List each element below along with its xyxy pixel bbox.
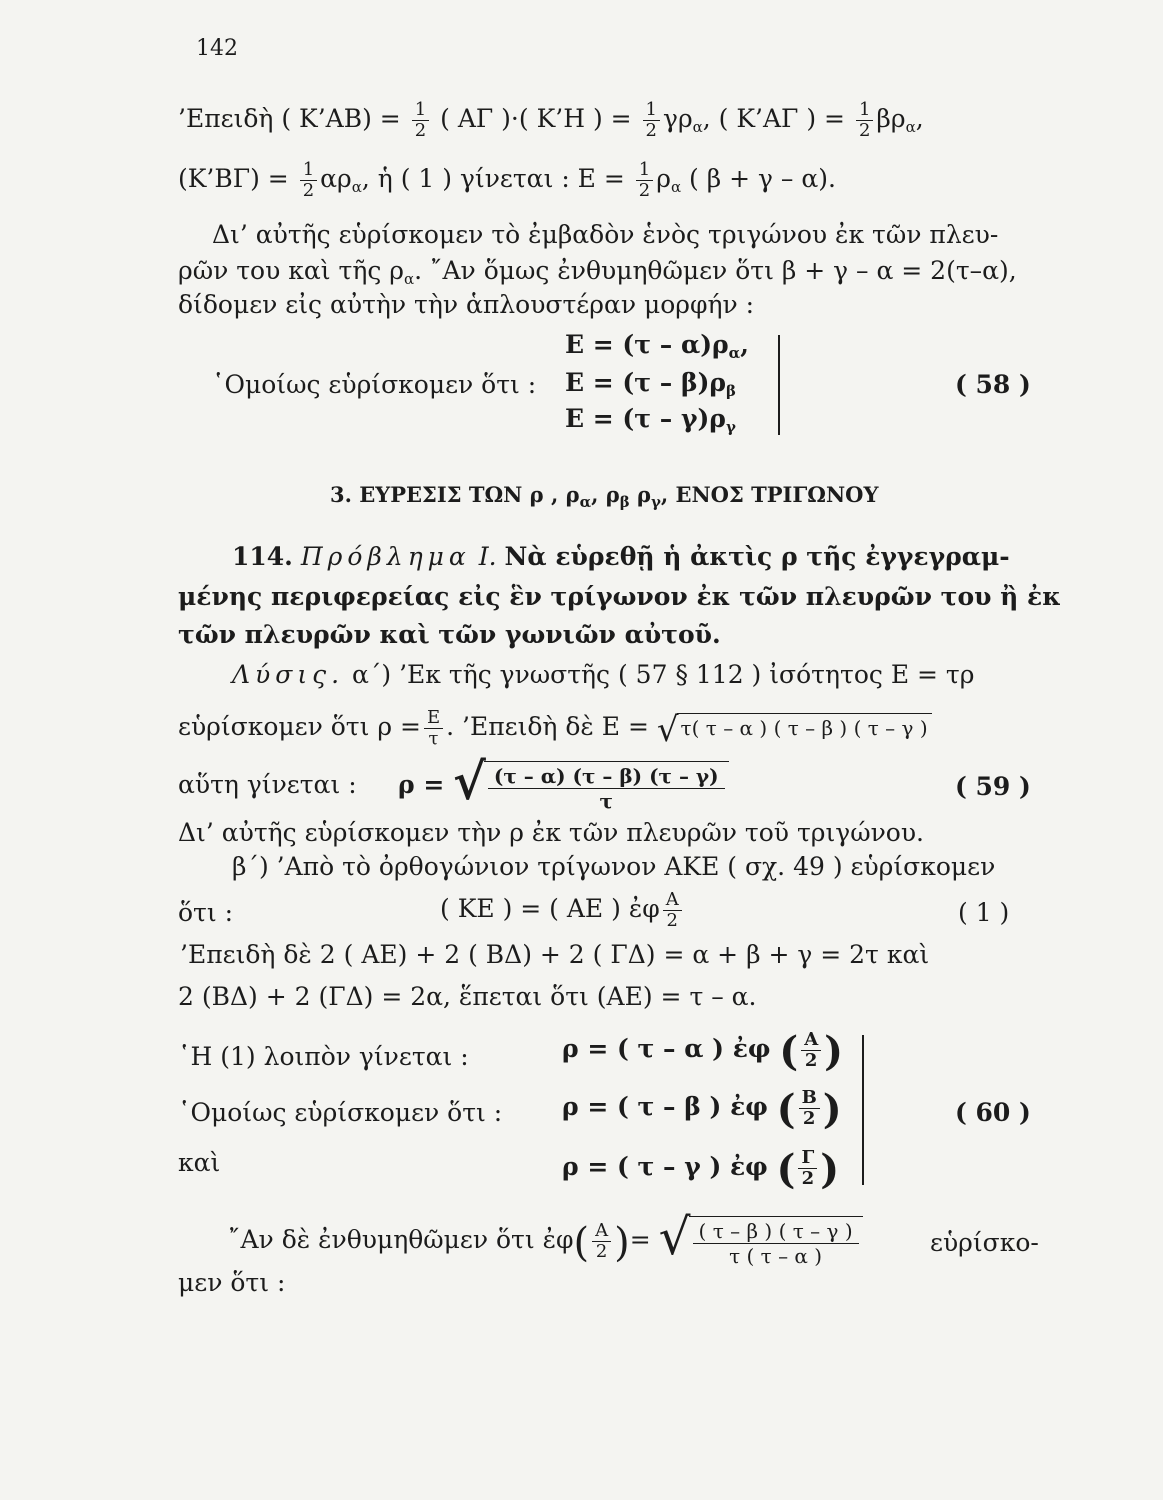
eq59-number: ( 59 ) bbox=[955, 772, 1031, 801]
solution-line-4: Δι’ αὐτῆς εὑρίσκομεν τὴν ρ ἐκ τῶν πλευρῶν τοῦ τριγώνου. bbox=[178, 818, 924, 847]
radical-sign: √ bbox=[656, 710, 679, 750]
eq1-number: ( 1 ) bbox=[958, 898, 1010, 927]
solution-line-1: Λύσις. α΄) ’Εκ τῆς γνωστῆς ( 57 § 112 ) ἰσότητος Ε = τρ bbox=[232, 660, 975, 689]
line1-mid3: , ( Κ’ΑΓ ) = bbox=[702, 104, 845, 133]
eq60-lead-1: ῾Η (1) λοιπὸν γίνεται : bbox=[178, 1042, 469, 1071]
eq58-brace bbox=[768, 335, 780, 435]
solution-line-6-formula: ( ΚΕ ) = ( ΑΕ ) ἐφ $\frac{A}{2}$ bbox=[440, 890, 685, 931]
paragraph-line: Δι’ αὐτῆς εὑρίσκομεν τὸ ἐμβαδὸν ἑνὸς τριγώνου ἐκ τῶν πλευ- bbox=[212, 220, 999, 249]
final-line-1-tail: εὑρίσκο- bbox=[930, 1228, 1039, 1257]
line1-lead: ’Επειδὴ ( Κ’ΑΒ) = bbox=[178, 104, 401, 133]
final-line-2: μεν ὅτι : bbox=[178, 1268, 286, 1297]
fraction-half-4: $\frac{1}{2}$ bbox=[300, 160, 317, 201]
problem-statement-line-1: 114. Πρόβλημα Ι. Νὰ εὑρεθῇ ἡ ἀκτὶς ρ τῆς ἐγγεγραμ- bbox=[232, 542, 1010, 571]
eq58-row-3: $E = (\tau - \gamma)\rho_\gamma$ bbox=[565, 404, 736, 436]
eq59-formula: ρ = √ $\frac{(\tau - \alpha) (\tau - \beta) (\tau - \gamma)}{\tau}$ bbox=[398, 752, 729, 813]
paragraph-line: δίδομεν εἰς αὐτὴν τὴν ἁπλουστέραν μορφήν : bbox=[178, 290, 755, 319]
eq60-number: ( 60 ) bbox=[955, 1098, 1031, 1127]
eq58-number: ( 58 ) bbox=[955, 370, 1031, 399]
eq60-brace bbox=[852, 1035, 864, 1185]
solution-line-8: 2 (ΒΔ) + 2 (ΓΔ) = 2α, ἕπεται ὅτι (ΑΕ) = τ – α. bbox=[178, 982, 757, 1011]
fraction-half-2: $\frac{1}{2}$ bbox=[643, 100, 660, 141]
equation-line-1: ’Επειδὴ ( Κ’ΑΒ) = $\frac{1}{2}$ ( ΑΓ )·( Κ’Η ) = $\frac{1}{2}$ $\gamma\rho_\alpha$, ( Κ’ΑΓ ) = $\frac{1}{2}$ $\beta\rho_\alpha$, bbox=[178, 99, 924, 141]
eq58-lead: ῾Ομοίως εὑρίσκομεν ὅτι : bbox=[212, 370, 537, 399]
page-number: 142 bbox=[196, 36, 238, 61]
fraction-half-3: $\frac{1}{2}$ bbox=[856, 100, 873, 141]
final-line-1: ῎Αν δὲ ἐνθυμηθῶμεν ὅτι ἐφ( $\frac{A}{2}$ )= √ $\frac{( \tau - \beta ) ( \tau - \gamma )}{\tau ( \tau - \alpha )}$ bbox=[228, 1208, 863, 1268]
solution-line-7: ’Επειδὴ δὲ 2 ( ΑΕ) + 2 ( ΒΔ) + 2 ( ΓΔ) = α + β + γ = 2τ καὶ bbox=[180, 940, 930, 969]
fraction-half-5: $\frac{1}{2}$ bbox=[636, 160, 653, 201]
radicand-heron: τ( τ – α ) ( τ – β ) ( τ – γ ) bbox=[677, 713, 932, 740]
problem-statement-line-2: μένης περιφερείας εἰς ἓν τρίγωνον ἐκ τῶν πλευρῶν του ἢ ἐκ bbox=[178, 582, 1061, 611]
eq60-row-3: ρ = ( τ – γ ) ἐφ ( $\frac{\Gamma}{2}$ ) bbox=[562, 1146, 840, 1193]
problem-statement-line-3: τῶν πλευρῶν καὶ τῶν γωνιῶν αὐτοῦ. bbox=[178, 620, 721, 649]
fraction-half-1: $\frac{1}{2}$ bbox=[412, 100, 429, 141]
eq60-lead-2: ῾Ομοίως εὑρίσκομεν ὅτι : bbox=[178, 1098, 503, 1127]
solution-line-3-lead: αὕτη γίνεται : bbox=[178, 770, 357, 799]
fraction-E-over-tau: $\frac{E}{\tau}$ bbox=[424, 708, 443, 749]
eq60-lead-3: καὶ bbox=[178, 1148, 221, 1177]
line1-mid: ( ΑΓ )·( Κ’Η ) = bbox=[440, 104, 632, 133]
section-heading: 3. ΕΥΡΕΣΙΣ ΤΩΝ ρ , $\rho_\alpha$, $\rho_\beta$ $\rho_\gamma$, ΕΝΟΣ ΤΡΙΓΩΝΟΥ bbox=[330, 482, 879, 511]
solution-line-5: β΄) ’Απὸ τὸ ὀρθογώνιον τρίγωνον ΑΚΕ ( σχ. 49 ) εὑρίσκομεν bbox=[232, 852, 996, 881]
solution-line-2: εὑρίσκομεν ὅτι ρ = $\frac{E}{\tau}$ . ’Επειδὴ δὲ Ε = √ τ( τ – α ) ( τ – β ) ( τ – γ ) bbox=[178, 708, 932, 750]
eq60-row-1: ρ = ( τ – α ) ἐφ ( $\frac{A}{2}$ ) bbox=[562, 1028, 844, 1075]
eq60-row-2: ρ = ( τ – β ) ἐφ ( $\frac{B}{2}$ ) bbox=[562, 1086, 842, 1133]
solution-line-6-lead: ὅτι : bbox=[178, 898, 234, 927]
paragraph-line: ρῶν του καὶ τῆς $\rho_\alpha$. ῎Αν ὅμως ἐνθυμηθῶμεν ὅτι β + γ – α = 2(τ–α), bbox=[178, 256, 1017, 288]
equation-line-2: (Κ’ΒΓ) = $\frac{1}{2}$ $\alpha\rho_\alpha$, ἡ ( 1 ) γίνεται : Ε = $\frac{1}{2}$ $\rho_\alpha$ ( β + γ – α). bbox=[178, 159, 836, 201]
eq58-row-1: $E = (\tau - \alpha)\rho_\alpha$, bbox=[565, 330, 749, 362]
eq58-row-2: $E = (\tau - \beta)\rho_\beta$ bbox=[565, 368, 736, 400]
